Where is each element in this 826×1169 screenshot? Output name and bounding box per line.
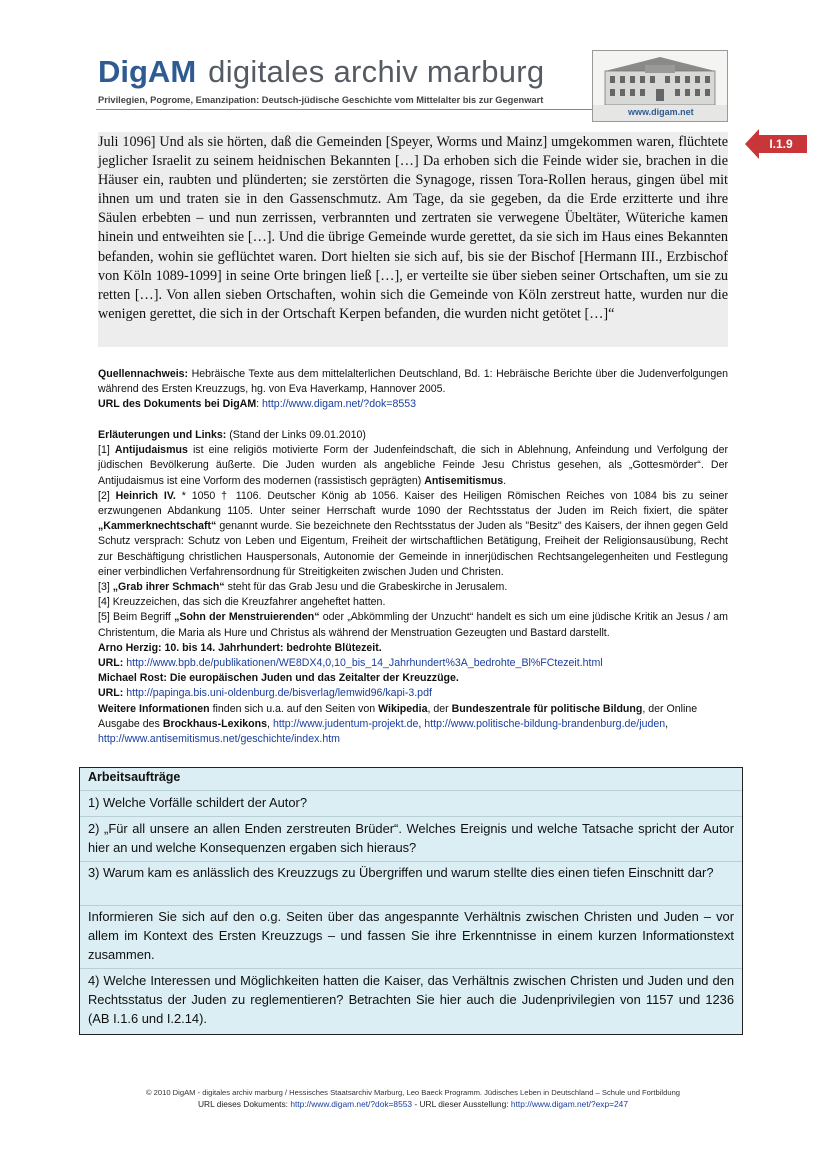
footer-exp-url[interactable]: http://www.digam.net/?exp=247 bbox=[510, 1099, 628, 1109]
task-2: 2) „Für all unsere an allen Enden zerstreuten Brüder“. Welches Ereignis und welche Tatsache spricht der Autor hier an und welche Konsequenzen ergaben sich hieraus? bbox=[88, 821, 734, 856]
tasks-divider bbox=[80, 790, 742, 791]
note-2 bbox=[98, 489, 728, 580]
note-1-text: ist eine religiös motivierte Form der Judenfeindschaft, die sich in Ablehnung, Anfeindung und Verfolgung der jüdischen Bevölkerung äußerte. Die Juden wurden als angebliche Feinde Jesu Christus gesehen, als „Gottesmörder“. Der Antijudaismus ist eine Vorform des modernen (rassistisch geprägten) bbox=[98, 444, 728, 487]
tasks-divider bbox=[80, 905, 742, 906]
more-info-brockhaus: Brockhaus-Lexikons bbox=[162, 717, 268, 730]
header-divider bbox=[96, 109, 592, 110]
note-1 bbox=[98, 443, 728, 489]
note-1-end: . bbox=[503, 474, 507, 487]
logo-bold: DigAM bbox=[98, 54, 197, 89]
note-5-pre: [5] Beim Begriff bbox=[98, 611, 171, 624]
tasks-divider bbox=[80, 816, 742, 817]
link-antisemitismus[interactable]: http://www.antisemitismus.net/geschichte/index.htm bbox=[98, 733, 340, 746]
tasks-title: Arbeitsaufträge bbox=[88, 770, 181, 784]
note-5-term: „Sohn der Menstruierenden“ bbox=[174, 611, 320, 624]
note-2-text: * 1050 † 1106. Deutscher König ab 1056. Kaiser des Heiligen Römischen Reiches von 1084 bis zu seiner erzwungenen Abdankung 1105. Unter seiner Herrschaft wurde 1090 der Rechtsstatus der Juden im Reich fixiert, die später bbox=[98, 489, 728, 518]
note-3 bbox=[98, 580, 728, 595]
note-3-text: steht für das Grab Jesu und die Grabeskirche in Jerusalem. bbox=[227, 581, 508, 594]
footer-copyright: © 2010 DigAM - digitales archiv marburg / Hessisches Staatsarchiv Marburg, Leo Baeck Programm. Jüdisches Leben in Deutschland – Schule und Fortbildung bbox=[145, 1088, 681, 1097]
literature-2-url[interactable]: http://papinga.bis.uni-oldenburg.de/bisverlag/lemwid96/kapi-3.pdf bbox=[126, 687, 432, 700]
note-2-num: [2] bbox=[98, 489, 110, 502]
more-info-sep2: , bbox=[418, 717, 422, 730]
quote-text: Juli 1096] Und als sie hörten, daß die Gemeinden [Speyer, Worms und Mainz] umgekommen waren, flüchtete jeglicher Israelit zu seinem heidnischen Bekannten […] Da erhoben sich die Feinde wider sie, brachen in die Häuser ein, raubten und plünderten; sie zerstörten die Synagoge, rissen Tora-Rollen heraus, gingen übel mit ihnen um und traten sie in den Gassenschmutz. Am Tage, da sie gegeben, da die Erde erzitterte und ihre Säulen erbebten – und nun zerrissen, verbrannten und zertraten sie verwegene Übeltäter, Wüteriche kamen hinein und entweihten sie […]. Und die übrige Gemeinde wurde gerettet, da sie sich im Haus eines Bekannten befanden, wohin sie geflüchtet waren. Dort hielten sie sich auf, bis sie der Bischof [Hermann III., Erzbischof von Köln 1089-1099] in seine Orte bringen ließ […], er verteilte sie über sieben seiner Ortschaften, um sie zu retten […]. Von allen sieben Ortschaften, wohin sich die Gemeinde von Köln zerstreut hatte, wurden nur die wenigen gerettet, die sich in der Ortschaft Kerpen befanden, die wurden nicht getötet […]“ bbox=[98, 134, 728, 322]
note-3-term: „Grab ihrer Schmach“ bbox=[112, 581, 225, 594]
logo bbox=[98, 52, 544, 92]
doc-url-link[interactable]: http://www.digam.net/?dok=8553 bbox=[262, 398, 417, 411]
notes-heading: Erläuterungen und Links: bbox=[98, 429, 227, 441]
footer-urls bbox=[0, 1099, 826, 1109]
note-2-text2: genannt wurde. Sie bezeichnete den Rechtsstatus der Juden als "Besitz" des Kaisers, der ihnen gegen Geld Schutz versprach: Schutz von Leben und Eigentum, Freiheit der wirtschaftlichen Betätigung, Freiheit der Religionsausübung, Recht zur Beschäftigung christlichen Hauspersonals, Autonomie der Gemeinde in innerjüdischen Rechtsangelegenheiten und Festlegung einer verbindlichen Verfahrensordnung für Streitigkeiten zwischen Juden und Christen. bbox=[98, 520, 728, 578]
note-5 bbox=[98, 610, 728, 640]
task-4: 4) Welche Interessen und Möglichkeiten hatten die Kaiser, das Verhältnis zwischen Christen und Juden und den Rechtsstatus der Juden zu reglementieren? Betrachten Sie hier auch die Judenprivilegien von 1157 und 1236 (AB I.1.6 und I.2.14). bbox=[88, 973, 734, 1027]
site-url[interactable]: www.digam.net bbox=[628, 107, 694, 117]
source-citation bbox=[98, 367, 728, 413]
note-4: [4] Kreuzzeichen, das sich die Kreuzfahrer angeheftet hatten. bbox=[98, 596, 386, 609]
more-info bbox=[98, 702, 728, 748]
note-1-term: Antijudaismus bbox=[114, 444, 188, 457]
literature-2: Michael Rost: Die europäischen Juden und das Zeitalter der Kreuzzüge. bbox=[98, 672, 459, 685]
literature-1-url[interactable]: http://www.bpb.de/publikationen/WE8DX4,0,10_bis_14_Jahrhundert%3A_bedrohte_Bl%FCtezeit.html bbox=[126, 657, 603, 670]
notes-section bbox=[98, 428, 728, 747]
note-3-num: [3] bbox=[98, 581, 110, 594]
literature-1: Arno Herzig: 10. bis 14. Jahrhundert: bedrohte Blütezeit. bbox=[98, 641, 382, 654]
tasks-divider bbox=[80, 968, 742, 969]
tasks-box bbox=[79, 767, 743, 1035]
more-info-text2: , der bbox=[427, 702, 449, 715]
note-1-num: [1] bbox=[98, 444, 110, 457]
note-2-term2: „Kammerknechtschaft“ bbox=[98, 520, 217, 533]
more-info-text3: , der Online Ausgabe des bbox=[98, 702, 698, 730]
doc-url-sep: : bbox=[256, 398, 263, 411]
task-research: Informieren Sie sich auf den o.g. Seiten über das angespannte Verhältnis zwischen Christen und Juden – vor allem im Kontext des Ersten Kreuzzugs – und fassen Sie ihre Erkenntnisse in einem kurzen Informationstext zusammen. bbox=[88, 909, 734, 963]
notes-heading-date: (Stand der Links 09.01.2010) bbox=[229, 429, 366, 441]
more-info-label: Weitere Informationen bbox=[98, 702, 210, 715]
link-judentum-projekt[interactable]: http://www.judentum-projekt.de bbox=[272, 717, 419, 730]
footer-exp-label: - URL dieser Ausstellung: bbox=[414, 1099, 509, 1109]
source-text: Hebräische Texte aus dem mittelalterlichen Deutschland, Bd. 1: Hebräische Berichte über die Judenverfolgungen während des Ersten Kreuzzugs, hg. von Eva Haverkamp, Hannover 2005. bbox=[98, 368, 728, 396]
footer-doc-label: URL dieses Dokuments: bbox=[197, 1099, 288, 1109]
literature-1-url-label: URL: bbox=[98, 657, 124, 670]
more-info-sep1: , bbox=[267, 717, 270, 730]
page-subtitle: Privilegien, Pogrome, Emanzipation: Deutsch-jüdische Geschichte vom Mittelalter bis zur Gegenwart bbox=[98, 95, 544, 105]
logo-text: digitales archiv marburg bbox=[208, 54, 545, 89]
source-label: Quellennachweis: bbox=[98, 368, 189, 380]
more-info-sep3: , bbox=[665, 717, 669, 730]
note-5-text: oder „Abkömmling der Unzucht“ handelt es sich um eine jüdische Kritik an Jesus / am Christentum, die Maria als Hure und Christus als während der Menstruation Gezeugten und Bastard darstellt. bbox=[98, 611, 728, 639]
tasks-divider bbox=[80, 861, 742, 862]
note-2-term: Heinrich IV. bbox=[115, 489, 176, 502]
more-info-bpb: Bundeszentrale für politische Bildung bbox=[451, 702, 643, 715]
source-quote bbox=[98, 132, 728, 347]
link-politische-bildung[interactable]: http://www.politische-bildung-brandenburg.de/juden bbox=[424, 717, 666, 730]
footer-doc-url[interactable]: http://www.digam.net/?dok=8553 bbox=[290, 1099, 413, 1109]
document-number-badge bbox=[745, 129, 807, 159]
more-info-text1: finden sich u.a. auf den Seiten von bbox=[212, 702, 376, 715]
task-1: 1) Welche Vorfälle schildert der Autor? bbox=[88, 795, 308, 810]
task-3: 3) Warum kam es anlässlich des Kreuzzugs zu Übergriffen und warum stellte dies einen tiefen Einschnitt dar? bbox=[88, 865, 714, 880]
note-1-term2: Antisemitismus bbox=[424, 474, 504, 487]
literature-2-url-label: URL: bbox=[98, 687, 124, 700]
doc-url-label: URL des Dokuments bei DigAM bbox=[98, 398, 257, 411]
more-info-wikipedia: Wikipedia bbox=[378, 702, 428, 715]
badge-label: I.1.9 bbox=[769, 137, 793, 151]
